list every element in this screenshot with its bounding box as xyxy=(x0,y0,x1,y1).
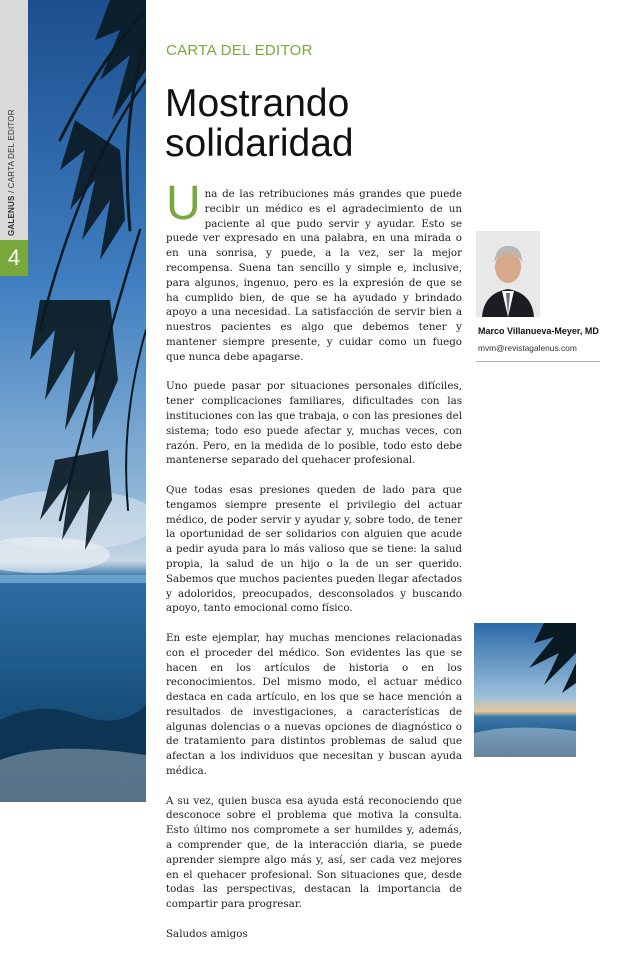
paragraph-1-text: na de las retribuciones más grandes que puede recibir un médico es el agradecimiento de un paciente al que pudo servir y ayudar. Esto se puede ver expresado en una palabra, en una mirada o en una sonrisa, y puede, a la vez, ser la mejor recompensa. Suena tan sencillo y simple e, inclusive, para algunos, ingenuo, pero es la expresión de que se ha cumplido bien, de que se ha ayudado y brindado apoyo a una necesidad. La satisfacción de servir bien a nuestros pacientes es algo que debemos tener y mantener siempre presente, y cuidar como un fuego que nunca debe apagarse. xyxy=(166,188,462,363)
brand-label: GALENUS xyxy=(7,195,16,236)
article-title: Mostrando solidaridad xyxy=(165,82,354,165)
side-tab xyxy=(0,0,28,802)
paragraph-5: A su vez, quien busca esa ayuda está reconociendo que desconoce sobre el problema que motiva la consulta. Esto último nos compromete a ser humildes y, además, a comprender que, de la interacción diaria, se puede aprender siempre algo más y, así, ser cada vez mejores en el quehacer profesional. Son situaciones que, desde todas las perspectivas, destacan la importancia de compartir para progresar. xyxy=(166,794,462,911)
author-name: Marco Villanueva-Meyer, MD xyxy=(478,326,599,336)
sign-off: Saludos amigos xyxy=(166,927,248,940)
section-heading: CARTA DEL EDITOR xyxy=(166,42,313,59)
dropcap: U xyxy=(166,177,201,230)
author-divider xyxy=(476,361,600,362)
paragraph-3: Que todas esas presiones queden de lado para que tengamos siempre presente el privilegio del actuar médico, de poder servir y ayudar y, sobre todo, de tener la oportunidad de ser solidarios con alguien que acude a pedir ayuda para lo más valioso que se tiene: la salud propia, la salud de un hijo o la de un ser querido. Sabemos que muchos pacientes pueden llegar afectados y adoloridos, preocupados, desconsolados y buscando apoyo, tanto emocional como físico. xyxy=(166,483,462,615)
paragraph-2: Uno puede pasar por situaciones personales difíciles, tener complicaciones familiares, dificultades con las instituciones con las que trabaja, o con las presiones del sistema; todo eso puede afectar y, muchas veces, con razón. Pero, en la medida de lo posible, todo esto debe mantenerse separado del quehacer profesional. xyxy=(166,380,462,467)
section-label-vertical xyxy=(7,109,16,236)
article-body xyxy=(166,177,462,956)
beach-thumbnail xyxy=(474,623,576,757)
author-email[interactable]: mvm@revistagalenus.com xyxy=(478,343,577,353)
section-label: / CARTA DEL EDITOR xyxy=(7,109,16,196)
paragraph-1 xyxy=(166,177,462,365)
author-photo xyxy=(476,231,540,317)
page-number: 4 xyxy=(7,245,21,270)
paragraph-4: En este ejemplar, hay muchas menciones relacionadas con el proceder del médico. Son evidentes las que se hacen en los artículos de historia o en los reconocimientos. Del mismo modo, el actuar médico destaca en cada artículo, en los que se hace mención a resultados de investigaciones, a características de algunas dolencias o a nuevas opciones de diagnóstico o de tratamiento para distintos problemas de salud que afectan a los individuos que necesitan y buscan ayuda médica. xyxy=(166,631,462,778)
